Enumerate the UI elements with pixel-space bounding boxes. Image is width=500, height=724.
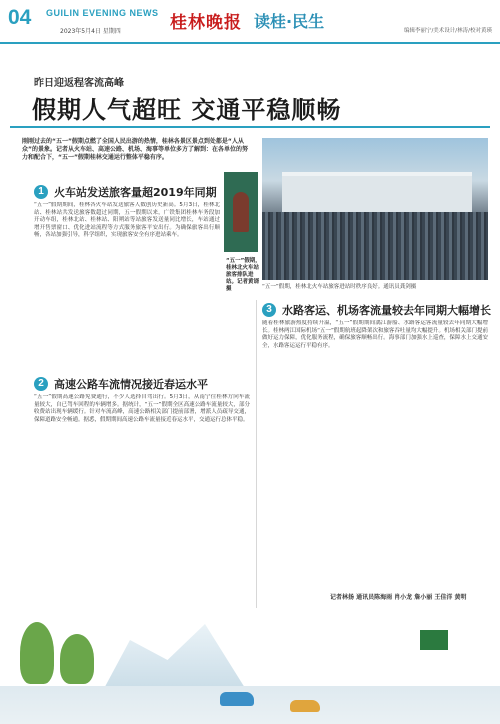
headline: 假期人气超旺 交通平稳顺畅 bbox=[32, 96, 342, 124]
page-header bbox=[0, 0, 500, 44]
queue-photo bbox=[224, 172, 258, 252]
tree-icon bbox=[60, 634, 94, 684]
crowd bbox=[262, 212, 488, 280]
section-1-title: 火车站发送旅客量超2019年同期 bbox=[54, 186, 217, 199]
byline: 记者林扬 通讯员陈海雨 肖小龙 詹小丽 王佳洋 黄明 bbox=[330, 594, 467, 601]
title-divider bbox=[10, 126, 490, 128]
section-2-title: 高速公路车流情况接近春运水平 bbox=[54, 378, 208, 391]
column-divider bbox=[256, 300, 257, 620]
lede-paragraph: 刚刚过去的“五一”假期点燃了全国人民出游的热情，桂林各景区景点到处都是“人从众”的景象。记者从火车站、高速公路、机场、海事等单位多方了解到：在各单位的努力和配合下，“五一”假期桂林交通运行整体平稳有序。 bbox=[22, 138, 248, 161]
mountain-shape bbox=[100, 616, 250, 696]
section-3-title: 水路客运、机场客流量较去年同期大幅增长 bbox=[282, 304, 491, 317]
section-name: 读桂·民生 bbox=[254, 12, 325, 31]
paper-logo: 桂林晚报 bbox=[170, 13, 242, 33]
editor-credits: 编辑李丽宁/美术设计/林涛/校对黄瑛 bbox=[403, 28, 492, 34]
car-icon bbox=[220, 692, 254, 706]
main-photo-caption: “五一”假期，桂林北火车站旅客进站时秩序良好。通讯员龚剑摄 bbox=[262, 284, 417, 290]
person-figure bbox=[233, 192, 249, 232]
section-2-body: “五一”假期高速公路免费通行，不少人选择自驾出行。5月3日，从南宁往桂林方向车流量较大，自已驾车回程的车辆增多。据统计，“五一”假期全区高速公路车流量较大，部分收费站出现车辆缓行。针对车流高峰，高速公路相关部门提前部署，增派人员疏导交通，保障道路安全畅通。据悉，假期期间高速公路车流量接近春运水平，交通运行总体平稳。 bbox=[34, 394, 250, 423]
section-1-number: 1 bbox=[34, 185, 48, 199]
page-number: 04 bbox=[8, 6, 32, 29]
station-building bbox=[282, 172, 472, 212]
section-1-body: “五一”假期期间，桂林各火车站发送旅客人数创历史新高。5月3日，桂林北站、桂林站共发送旅客数超过同期，五一假期以来，广铁集团桂林车务段加开动车组，桂林北站、桂林站、阳朔站等站旅客发送量同比增长，车站通过增开售票窗口、优化进站流程等方式服务旅客平安出行。为确保旅客出行顺畅，各站加强引导，科学组织，实现旅客安全有序进站乘车。 bbox=[34, 202, 220, 239]
section-2-heading bbox=[34, 376, 208, 392]
kicker: 昨日迎返程客流高峰 bbox=[34, 78, 124, 89]
section-2-number: 2 bbox=[34, 377, 48, 391]
car-icon bbox=[290, 700, 320, 712]
section-3-number: 3 bbox=[262, 303, 276, 317]
road-sign-icon bbox=[420, 630, 448, 650]
section-1-heading bbox=[34, 184, 217, 200]
paper-english-name: GUILIN EVENING NEWS bbox=[46, 8, 159, 18]
section-3-body: 随着桂林旅游热度持续升温，“五一”假期期间漓江游船、水路客运客流量较去年同期大幅增长。桂林两江国际机场“五一”假期航班起降架次和旅客吞吐量均大幅提升。机场相关部门提前做好运力保障，优化服务流程，确保旅客顺畅出行。海事部门加强水上巡查，保障水上交通安全，水路客运运行平稳有序。 bbox=[262, 320, 488, 349]
tree-icon bbox=[20, 622, 54, 684]
issue-date: 2023年5月4日 星期四 bbox=[60, 28, 121, 35]
section-3-heading bbox=[262, 302, 491, 318]
queue-photo-caption: “五一”假期，桂林北火车站旅客排队进站。记者黄谞摄 bbox=[226, 258, 261, 292]
bottom-illustration bbox=[0, 608, 500, 724]
station-crowd-photo bbox=[262, 138, 488, 280]
